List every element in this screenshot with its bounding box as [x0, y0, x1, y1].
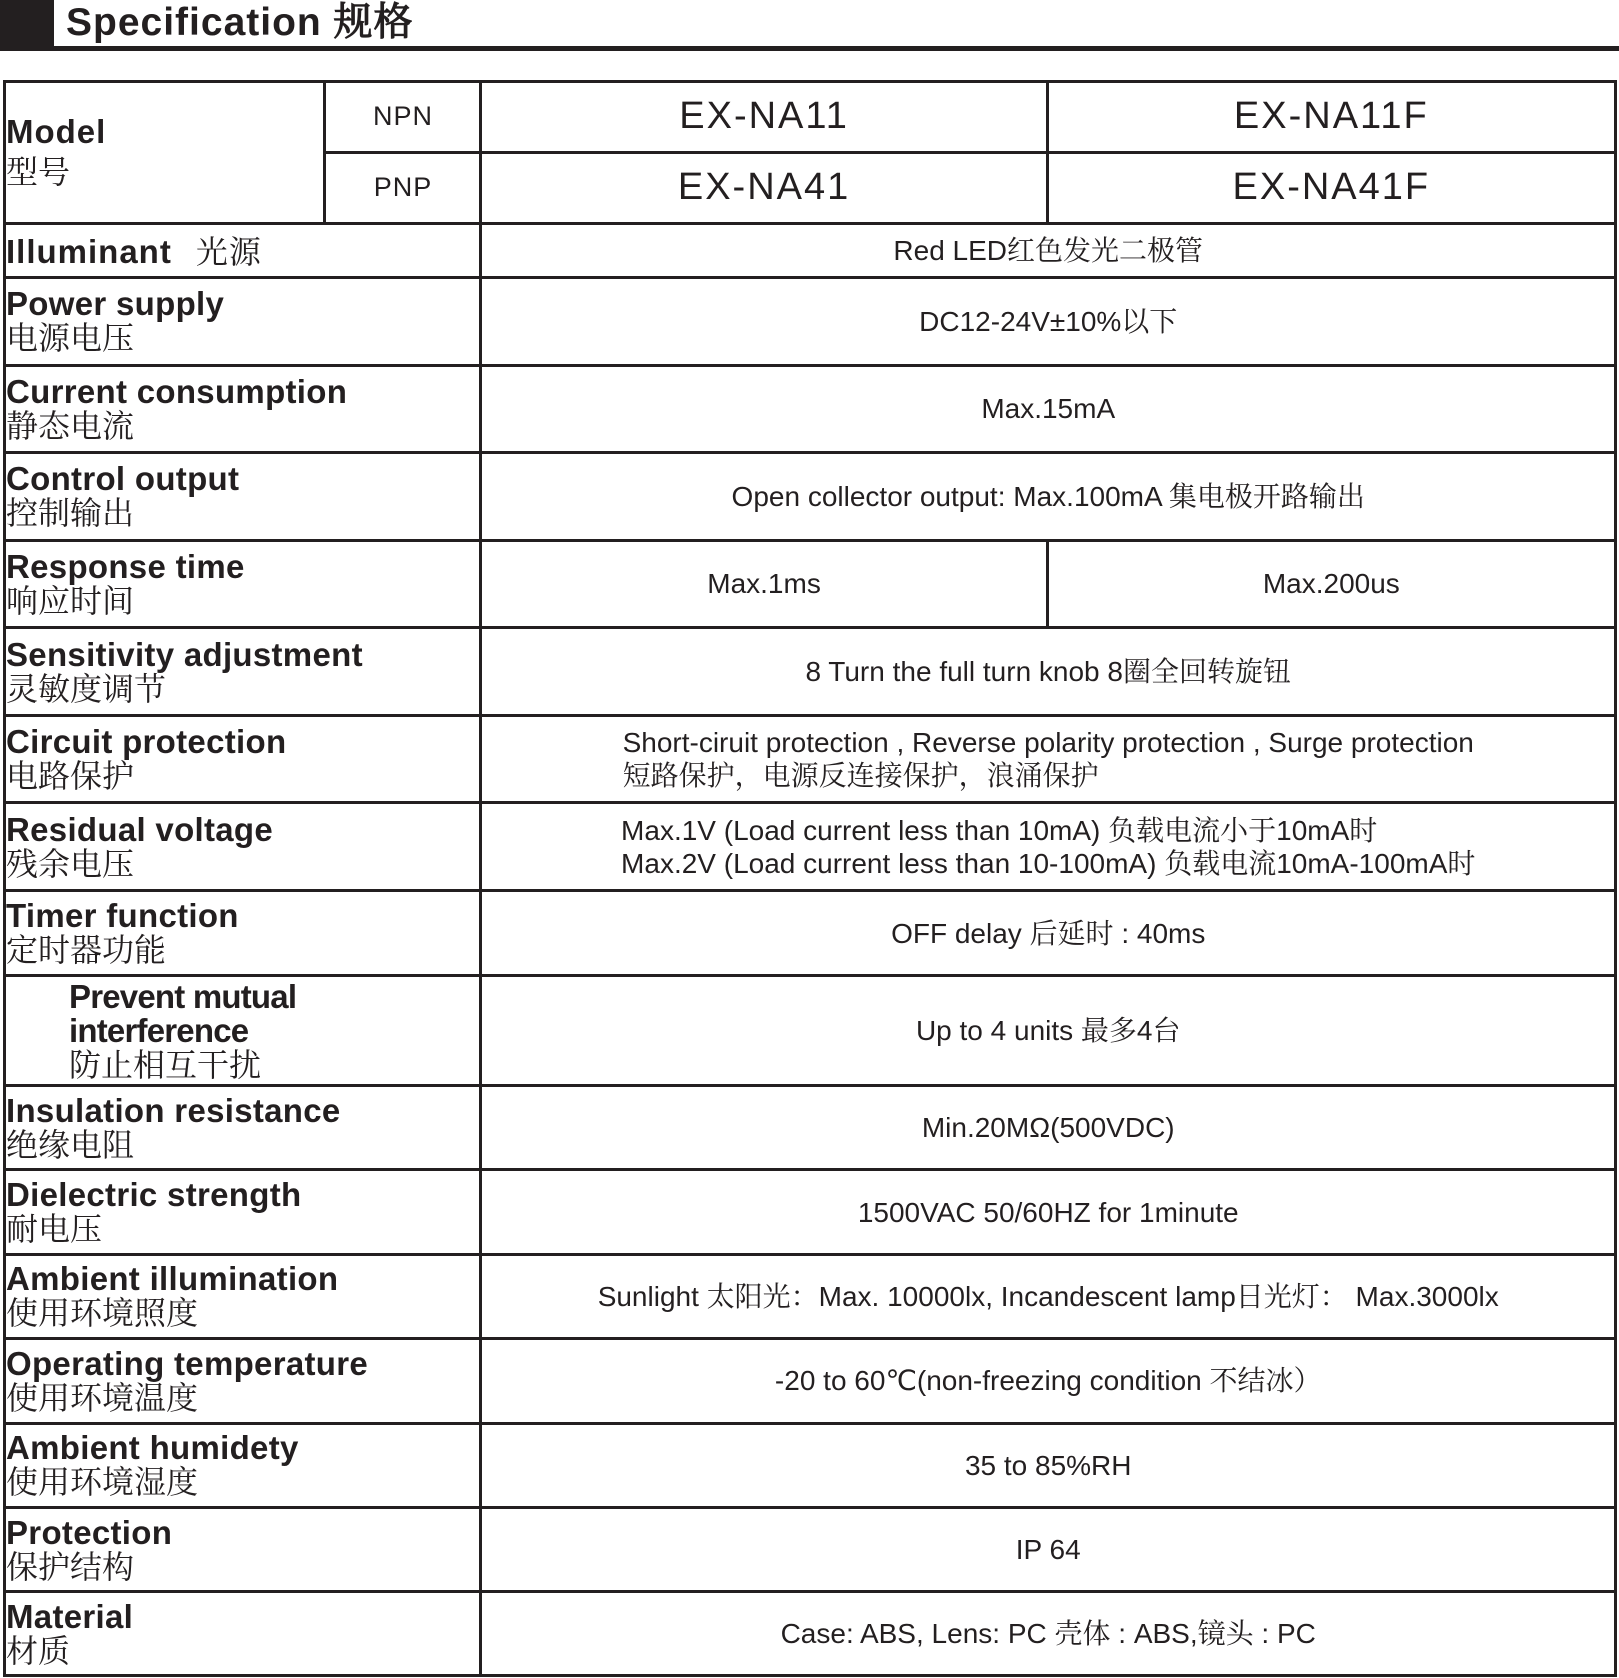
timer-function-label [5, 890, 481, 975]
prevent-mutual-interference-label [5, 976, 481, 1085]
table-row-sensitivity-adjustment [5, 628, 1616, 716]
table-row-prevent-mutual-interference [5, 976, 1616, 1085]
illuminant-label-zh: 光源 [195, 234, 262, 271]
insulation-resistance-label-en: Insulation resistance [6, 1091, 341, 1129]
circuit-protection-value-en: Short-ciruit protection , Reverse polarity protection , Surge protection [622, 727, 1474, 759]
current-consumption-label [5, 365, 481, 453]
sensitivity-adjustment-label-en: Sensitivity adjustment [6, 635, 363, 673]
prevent-mutual-interference-value: Up to 4 units 最多4台 [481, 976, 1616, 1085]
insulation-resistance-label-zh: 绝缘电阻 [6, 1126, 135, 1163]
illuminant-label [5, 223, 481, 277]
power-supply-label-zh: 电源电压 [6, 320, 135, 357]
residual-voltage-value-line2: Max.2V (Load current less than 10-100mA) 负载电流10mA-100mA时 [621, 847, 1476, 879]
section-title: Specification 规格 [66, 1, 414, 44]
npn-label: NPN [325, 82, 481, 153]
residual-voltage-label-en: Residual voltage [6, 810, 274, 848]
timer-function-label-en: Timer function [6, 897, 239, 935]
insulation-resistance-value: Min.20MΩ(500VDC) [481, 1085, 1616, 1169]
residual-voltage-value [481, 803, 1616, 891]
ambient-illumination-label-zh: 使用环境照度 [6, 1295, 199, 1332]
current-consumption-label-zh: 静态电流 [6, 407, 135, 444]
ambient-illumination-label-en: Ambient illumination [6, 1260, 339, 1298]
control-output-label-en: Control output [6, 460, 240, 498]
header-block-marker [0, 0, 54, 50]
residual-voltage-label [5, 803, 481, 891]
response-time-label-en: Response time [6, 547, 245, 585]
table-row-model-npn [5, 82, 1616, 153]
residual-voltage-value-line1: Max.1V (Load current less than 10mA) 负载电流小于10mA时 [621, 814, 1378, 846]
operating-temperature-label-zh: 使用环境温度 [6, 1379, 199, 1416]
response-time-label-zh: 响应时间 [6, 582, 135, 619]
table-row-ambient-illumination [5, 1254, 1616, 1338]
pnp-model-1: EX-NA41 [481, 152, 1047, 223]
table-row-response-time [5, 540, 1616, 628]
model-label-zh: 型号 [6, 154, 71, 191]
protection-label [5, 1508, 481, 1592]
control-output-label [5, 453, 481, 541]
timer-function-label-zh: 定时器功能 [6, 932, 167, 969]
dielectric-strength-value: 1500VAC 50/60HZ for 1minute [481, 1170, 1616, 1254]
table-row-residual-voltage [5, 803, 1616, 891]
protection-label-zh: 保护结构 [6, 1548, 135, 1585]
material-label-zh: 材质 [6, 1632, 71, 1669]
protection-label-en: Protection [6, 1513, 173, 1551]
table-row-ambient-humidity [5, 1423, 1616, 1507]
model-label-cell [5, 82, 325, 224]
current-consumption-label-en: Current consumption [6, 372, 348, 410]
header-rule [0, 46, 1619, 51]
operating-temperature-label [5, 1339, 481, 1423]
dielectric-strength-label-zh: 耐电压 [6, 1211, 103, 1248]
table-row-insulation-resistance [5, 1085, 1616, 1169]
power-supply-value: DC12-24V±10%以下 [481, 277, 1616, 365]
residual-voltage-label-zh: 残余电压 [6, 845, 135, 882]
material-label-en: Material [6, 1597, 134, 1635]
pnp-model-2: EX-NA41F [1047, 152, 1615, 223]
ambient-humidity-label [5, 1423, 481, 1507]
table-row-material [5, 1592, 1616, 1676]
insulation-resistance-label [5, 1085, 481, 1169]
material-value: Case: ABS, Lens: PC 壳体 : ABS,镜头 : PC [481, 1592, 1616, 1676]
dielectric-strength-label-en: Dielectric strength [6, 1176, 302, 1214]
sensitivity-adjustment-value: 8 Turn the full turn knob 8圈全回转旋钮 [481, 628, 1616, 716]
model-label-en: Model [6, 113, 107, 151]
table-row-timer-function [5, 890, 1616, 975]
ambient-humidity-label-zh: 使用环境湿度 [6, 1464, 199, 1501]
operating-temperature-value: -20 to 60℃(non-freezing condition 不结冰） [481, 1339, 1616, 1423]
table-row-current-consumption [5, 365, 1616, 453]
table-row-control-output [5, 453, 1616, 541]
ambient-humidity-value: 35 to 85%RH [481, 1423, 1616, 1507]
prevent-mutual-interference-label-zh: 防止相互干扰 [69, 1046, 262, 1083]
table-row-illuminant [5, 223, 1616, 277]
pnp-label: PNP [325, 152, 481, 223]
npn-model-2: EX-NA11F [1047, 82, 1615, 153]
ambient-illumination-label [5, 1254, 481, 1338]
timer-function-value: OFF delay 后延时 : 40ms [481, 890, 1616, 975]
circuit-protection-value-zh: 短路保护，电源反连接保护，浪涌保护 [622, 760, 1099, 792]
prevent-mutual-interference-label-en: Prevent mutual interference [69, 977, 297, 1049]
table-row-circuit-protection [5, 715, 1616, 803]
material-label [5, 1592, 481, 1676]
spec-table [3, 80, 1617, 1677]
circuit-protection-label-en: Circuit protection [6, 723, 287, 761]
circuit-protection-label [5, 715, 481, 803]
current-consumption-value: Max.15mA [481, 365, 1616, 453]
npn-model-1: EX-NA11 [481, 82, 1047, 153]
section-header [0, 0, 1619, 52]
table-row-protection [5, 1508, 1616, 1592]
response-time-label [5, 540, 481, 628]
power-supply-label-en: Power supply [6, 285, 225, 323]
table-row-power-supply [5, 277, 1616, 365]
illuminant-label-en: Illuminant [6, 233, 172, 271]
sensitivity-adjustment-label [5, 628, 481, 716]
circuit-protection-label-zh: 电路保护 [6, 758, 135, 795]
operating-temperature-label-en: Operating temperature [6, 1344, 369, 1382]
power-supply-label [5, 277, 481, 365]
sensitivity-adjustment-label-zh: 灵敏度调节 [6, 670, 167, 707]
dielectric-strength-label [5, 1170, 481, 1254]
table-row-operating-temperature [5, 1339, 1616, 1423]
response-time-value-f: Max.200us [1047, 540, 1615, 628]
control-output-value: Open collector output: Max.100mA 集电极开路输出 [481, 453, 1616, 541]
circuit-protection-value [481, 715, 1616, 803]
illuminant-value: Red LED红色发光二极管 [481, 223, 1616, 277]
ambient-illumination-value: Sunlight 太阳光：Max. 10000lx, Incandescent lamp日光灯： Max.3000lx [481, 1254, 1616, 1338]
table-row-dielectric-strength [5, 1170, 1616, 1254]
response-time-value-npn: Max.1ms [481, 540, 1047, 628]
control-output-label-zh: 控制输出 [6, 495, 135, 532]
ambient-humidity-label-en: Ambient humidety [6, 1429, 299, 1467]
protection-value: IP 64 [481, 1508, 1616, 1592]
